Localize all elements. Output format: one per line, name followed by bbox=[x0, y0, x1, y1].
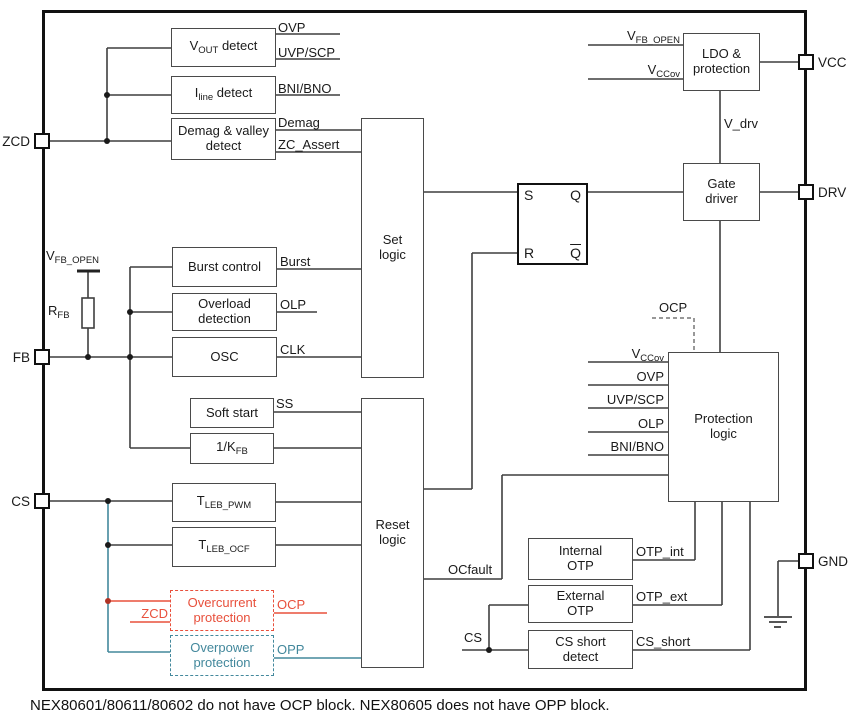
protection-input-vccov: $V_{CCov}$ bbox=[631, 346, 664, 364]
block-iline-detect: $I_{line}$ detect bbox=[171, 76, 276, 114]
pin-cs bbox=[34, 493, 50, 509]
block-vout-detect: $V_{OUT}$ detect bbox=[171, 28, 276, 67]
zcd-net-wires bbox=[50, 48, 171, 141]
pin-label-cs: CS bbox=[11, 494, 30, 509]
resistor-rfb bbox=[82, 298, 94, 328]
block-internal-otp: Internal OTP bbox=[528, 538, 633, 580]
block-tleb-pwm: $T_{LEB\_PWM}$ bbox=[172, 483, 276, 522]
latch-s-label: S bbox=[524, 187, 534, 203]
label-vfb-open-rfb: $V_{FB\_OPEN}$ bbox=[46, 248, 100, 266]
pin-gnd bbox=[798, 553, 814, 569]
block-1-over-kfb: $1/K_{FB}$ bbox=[190, 433, 274, 464]
signal-label-cs-ref: CS bbox=[464, 630, 483, 645]
signal-label-cs-short: CS_short bbox=[636, 634, 691, 649]
signal-label-ocfault: OCfault bbox=[448, 562, 493, 577]
block-set-logic: Set logic bbox=[361, 118, 424, 378]
signal-label-clk: CLK bbox=[280, 342, 306, 357]
signal-label-ovp: OVP bbox=[278, 20, 306, 35]
block-osc: OSC bbox=[172, 337, 277, 377]
block-overpower-protection: Overpower protection bbox=[170, 635, 274, 676]
label-vfb-open-ldo: $V_{FB\_OPEN}$ bbox=[626, 28, 680, 46]
figure-caption: NEX80601/80611/80602 do not have OCP block. NEX80605 does not have OPP block. bbox=[30, 697, 610, 714]
signal-label-otp-ext: OTP_ext bbox=[636, 589, 688, 604]
pin-drv bbox=[798, 184, 814, 200]
block-external-otp: External OTP bbox=[528, 585, 633, 623]
signal-label-burst: Burst bbox=[280, 254, 311, 269]
signal-label-bni-bno: BNI/BNO bbox=[278, 81, 332, 96]
signal-label-uvp-scp: UVP/SCP bbox=[278, 45, 336, 60]
ground-symbol bbox=[764, 617, 792, 627]
pin-fb bbox=[34, 349, 50, 365]
gnd-wires bbox=[778, 561, 798, 616]
signal-label-demag: Demag bbox=[278, 115, 320, 130]
block-protection-logic: Protection logic bbox=[668, 352, 779, 502]
junction-dots bbox=[85, 92, 492, 653]
pin-label-vcc: VCC bbox=[818, 55, 847, 70]
latch-r-label: R bbox=[524, 245, 535, 261]
block-tleb-ocf: $T_{LEB\_OCF}$ bbox=[172, 527, 276, 567]
signal-label-ocp: OCP bbox=[277, 597, 306, 612]
pin-zcd bbox=[34, 133, 50, 149]
protection-input-bni-bno: BNI/BNO bbox=[610, 439, 664, 454]
latch-qbar-label: $\overline{Q}$ bbox=[570, 245, 581, 261]
signal-label-ss: SS bbox=[276, 396, 294, 411]
block-ldo-protection: LDO & protection bbox=[683, 33, 760, 91]
block-burst-control: Burst control bbox=[172, 247, 277, 287]
protection-input-uvp-scp: UVP/SCP bbox=[606, 392, 664, 407]
block-gate-driver: Gate driver bbox=[683, 163, 760, 221]
pin-vcc bbox=[798, 54, 814, 70]
signal-label-olp: OLP bbox=[280, 297, 307, 312]
signal-label-zcd-ref: ZCD bbox=[141, 606, 168, 621]
pin-label-drv: DRV bbox=[818, 185, 847, 200]
latch-q-label: Q bbox=[570, 187, 581, 203]
pin-label-zcd: ZCD bbox=[2, 134, 30, 149]
signal-label-opp: OPP bbox=[277, 642, 305, 657]
block-overload-detection: Overload detection bbox=[172, 293, 277, 331]
label-rfb: $R_{FB}$ bbox=[48, 303, 70, 321]
sr-latch bbox=[517, 183, 588, 265]
block-overcurrent-protection: Overcurrent protection bbox=[170, 590, 274, 631]
block-reset-logic: Reset logic bbox=[361, 398, 424, 668]
signal-label-otp-int: OTP_int bbox=[636, 544, 684, 559]
signal-label-ocp-dashed: OCP bbox=[659, 300, 688, 315]
protection-input-olp: OLP bbox=[637, 416, 664, 431]
block-cs-short-detect: CS short detect bbox=[528, 630, 633, 669]
pin-label-gnd: GND bbox=[818, 554, 848, 569]
protection-input-ovp: OVP bbox=[636, 369, 664, 384]
label-vccov-ldo: $V_{CCov}$ bbox=[647, 62, 680, 80]
signal-label-zc-assert: ZC_Assert bbox=[278, 137, 340, 152]
block-soft-start: Soft start bbox=[190, 398, 274, 428]
pin-label-fb: FB bbox=[12, 350, 30, 365]
block-demag-valley-detect: Demag & valley detect bbox=[171, 118, 276, 160]
signal-label-v-drv: V_drv bbox=[724, 116, 758, 131]
